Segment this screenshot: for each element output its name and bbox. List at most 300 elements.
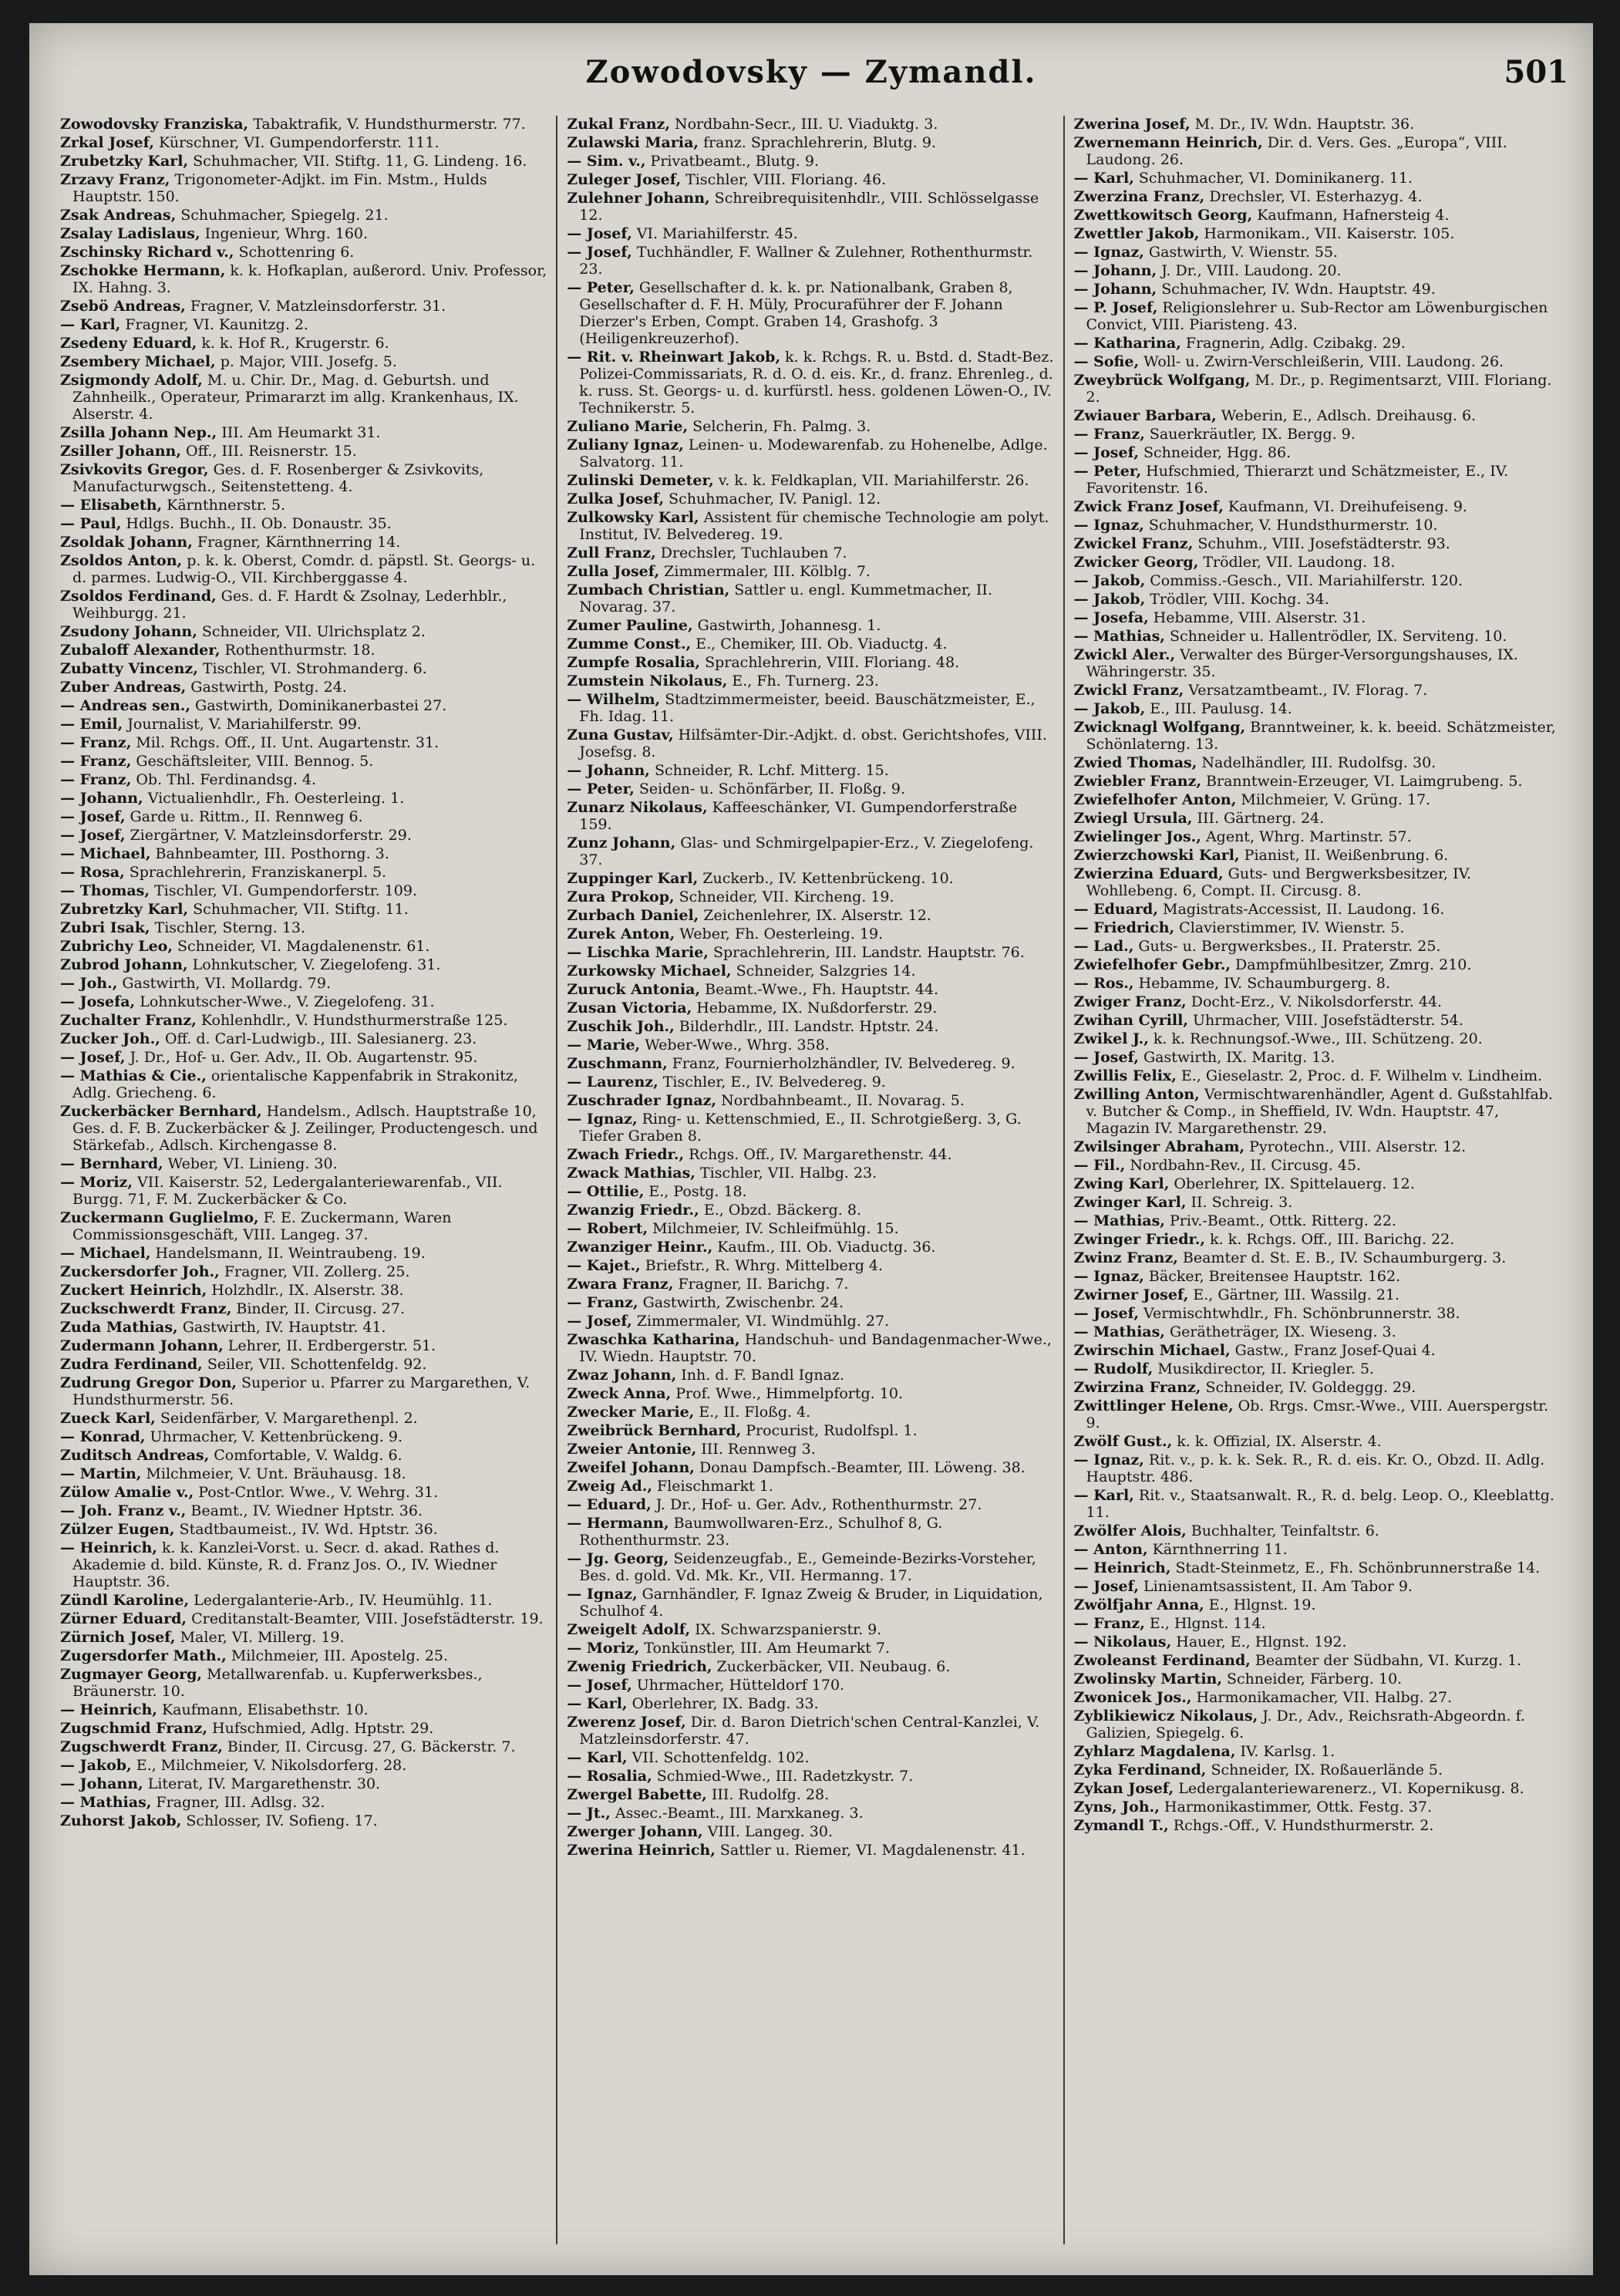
directory-entry <box>1074 444 1562 461</box>
entry-details: Weber-Wwe., Whrg. 358. <box>640 1037 830 1054</box>
directory-entry <box>1074 919 1562 936</box>
entry-details: Zimmermaler, VI. Windmühlg. 27. <box>631 1313 890 1330</box>
directory-entry <box>1074 1194 1562 1211</box>
entry-name: — Michael, <box>60 845 151 862</box>
entry-name: Zwenig Friedrich, <box>567 1658 712 1675</box>
entry-details: Gastw., Franz Josef-Quai 4. <box>1230 1342 1436 1359</box>
entry-details: J. Dr., Hof- u. Ger. Adv., II. Ob. Augartenstr. 95. <box>125 1049 478 1066</box>
entry-name: Zsigmondy Adolf, <box>60 372 203 389</box>
entry-name: Zwiebler Franz, <box>1073 773 1201 790</box>
entry-name: — Mathias, <box>1073 1323 1165 1340</box>
entry-name: Zwolinsky Martin, <box>1073 1671 1222 1687</box>
entry-details: Seiler, VII. Schottenfeldg. 92. <box>202 1356 427 1373</box>
directory-entry <box>567 1658 1053 1675</box>
entry-details: Tischler, E., IV. Belvedereg. 9. <box>658 1074 886 1091</box>
entry-name: — Franz, <box>1073 1615 1145 1632</box>
entry-name: Zwölfer Alois, <box>1073 1522 1187 1539</box>
entry-name: — Jakob, <box>1073 700 1146 717</box>
entry-name: Zuhorst Jakob, <box>60 1812 182 1829</box>
entry-details: Guts- u. Bergwerksbes., II. Praterstr. 25. <box>1133 938 1441 955</box>
entry-details: Beamter d. St. E. B., IV. Schaumburgerg. 3. <box>1177 1249 1507 1266</box>
entry-name: Zwaschka Katharina, <box>567 1331 740 1348</box>
directory-entry <box>1074 1743 1562 1760</box>
entry-name: Zuruck Antonia, <box>567 981 701 998</box>
directory-entry <box>567 349 1053 416</box>
directory-entry <box>1074 791 1562 808</box>
directory-entry <box>1074 1249 1562 1266</box>
entry-details: Post-Cntlor. Wwe., V. Wehrg. 31. <box>194 1484 439 1501</box>
column-left <box>51 116 557 2244</box>
entry-name: Zwick Franz Josef, <box>1073 498 1224 515</box>
entry-details: Maler, VI. Millerg. 19. <box>175 1629 345 1646</box>
entry-name: — P. Josef, <box>1073 299 1158 316</box>
entry-details: Schuhmacher, VII. Stiftg. 11, G. Lindeng. 16. <box>188 153 527 170</box>
directory-entry <box>1074 1671 1562 1687</box>
directory-entry <box>1074 1030 1562 1047</box>
directory-entry <box>60 1610 547 1627</box>
entry-details: Dampfmühlbesitzer, Zmrg. 210. <box>1231 956 1472 973</box>
directory-entry <box>1074 628 1562 645</box>
entry-name: Zsoldak Johann, <box>60 534 193 551</box>
directory-entry <box>60 552 547 586</box>
directory-entry <box>1074 1652 1562 1669</box>
entry-details: E., Hlgnst. 19. <box>1204 1596 1316 1613</box>
entry-details: Schneider, Hgg. 86. <box>1138 444 1292 461</box>
directory-entry <box>60 335 547 352</box>
directory-entry <box>60 1447 547 1464</box>
directory-entry <box>1074 956 1562 973</box>
directory-entry <box>567 190 1053 224</box>
entry-details: Schneider, R. Lchf. Mitterg. 15. <box>649 762 889 779</box>
entry-details: E., Milchmeier, V. Nikolsdorferg. 28. <box>131 1757 407 1774</box>
entry-name: — Franz, <box>60 734 132 751</box>
entry-name: Zurkowsky Michael, <box>567 963 732 979</box>
entry-details: Victualienhdlr., Fh. Oesterleing. 1. <box>143 790 405 807</box>
entry-details: Assec.-Beamt., III. Marxkaneg. 3. <box>610 1805 864 1822</box>
entry-details: k. k. Rechnungsof.-Wwe., III. Schützeng. 20. <box>1148 1030 1483 1047</box>
directory-entry <box>60 919 547 936</box>
entry-name: — Martin, <box>60 1465 142 1482</box>
directory-entry <box>60 1521 547 1538</box>
directory-entry <box>1074 1305 1562 1322</box>
directory-entry <box>1074 1360 1562 1377</box>
entry-details: Hdlgs. Buchh., II. Ob. Donaustr. 35. <box>121 515 392 532</box>
entry-name: Zweybrück Wolfgang, <box>1073 372 1251 389</box>
entry-details: III. Rennweg 3. <box>696 1441 816 1458</box>
entry-details: Franz, Fournierholzhändler, IV. Belvedereg. 9. <box>667 1055 1015 1072</box>
entry-name: Zwicker Georg, <box>1073 554 1199 571</box>
entry-details: Hilfsämter-Dir.-Adjkt. d. obst. Gerichtshofes, VIII. Josefsg. 8. <box>579 727 1047 760</box>
entry-name: — Johann, <box>1073 262 1157 279</box>
entry-name: — Franz, <box>1073 426 1145 443</box>
directory-entry <box>60 1374 547 1408</box>
directory-entry <box>60 1592 547 1609</box>
entry-details: Handschuh- und Bandagenmacher-Wwe., IV. Wiedn. Hauptstr. 70. <box>579 1331 1052 1365</box>
entry-name: — Ottilie, <box>567 1183 645 1200</box>
entry-name: Zsebö Andreas, <box>60 298 186 315</box>
entry-details: Schuhmacher, Spiegelg. 21. <box>176 207 389 224</box>
entry-name: — Konrad, <box>60 1428 146 1445</box>
entry-details: Ingenieur, Whrg. 160. <box>200 225 369 242</box>
entry-details: Procurist, Rudolfspl. 1. <box>741 1422 918 1439</box>
entry-name: Zugmayer Georg, <box>60 1666 203 1683</box>
entry-details: Ges. d. F. Hardt & Zsolnay, Lederhblr., Weihburgg. 21. <box>72 588 507 622</box>
entry-name: — Ignaz, <box>1073 244 1144 261</box>
entry-details: Schneider u. Hallentrödler, IX. Serviteng. 10. <box>1164 628 1507 645</box>
directory-entry <box>1074 1817 1562 1834</box>
directory-entry <box>60 938 547 955</box>
entry-details: Clavierstimmer, IV. Wienstr. 5. <box>1174 919 1405 936</box>
entry-name: Zweifel Johann, <box>567 1459 695 1476</box>
entry-details: Lohnkutscher-Wwe., V. Ziegelofeng. 31. <box>135 993 435 1010</box>
entry-name: Zusan Victoria, <box>567 1000 692 1017</box>
directory-entry <box>1074 1522 1562 1539</box>
directory-entry <box>567 1515 1053 1549</box>
entry-name: — Josef, <box>567 244 632 261</box>
entry-details: Seidenfärber, V. Margarethenpl. 2. <box>155 1410 418 1427</box>
directory-entry <box>60 642 547 659</box>
directory-entry <box>1074 773 1562 790</box>
entry-details: Tonkünstler, III. Am Heumarkt 7. <box>639 1640 891 1657</box>
entry-name: — Josef, <box>567 225 632 242</box>
entry-details: Briefstr., R. Whrg. Mittelberg 4. <box>640 1257 884 1274</box>
directory-entry <box>1074 1596 1562 1613</box>
entry-name: Zürnich Josef, <box>60 1629 176 1646</box>
directory-entry <box>567 636 1053 652</box>
directory-entry <box>60 1502 547 1519</box>
entry-name: — Rit. v. Rheinwart Jakob, <box>567 349 781 366</box>
entry-name: Zykan Josef, <box>1073 1780 1174 1797</box>
entry-details: Kohlenhdlr., V. Hundsthurmerstraße 125. <box>196 1012 508 1029</box>
entry-name: Zugschmid Franz, <box>60 1720 207 1737</box>
entry-details: Creditanstalt-Beamter, VIII. Josefstädterstr. 19. <box>187 1610 544 1627</box>
directory-entry <box>1074 1397 1562 1431</box>
scanned-page <box>29 23 1593 2275</box>
directory-entry <box>1074 299 1562 333</box>
entry-details: Assistent für chemische Technologie am polyt. Institut, IV. Belvedereg. 19. <box>579 509 1049 543</box>
directory-entry <box>1074 1799 1562 1816</box>
entry-name: — Joh. Franz v., <box>60 1502 187 1519</box>
entry-name: — Mathias, <box>1073 1212 1165 1229</box>
directory-entry <box>1074 262 1562 279</box>
entry-name: — Elisabeth, <box>60 497 163 514</box>
entry-details: Woll- u. Zwirn-Verschleißerin, VIII. Laudong. 26. <box>1139 353 1504 370</box>
entry-details: Schuhmacher, IV. Panigl. 12. <box>664 491 881 507</box>
entry-name: Zwielinger Jos., <box>1073 828 1201 845</box>
entry-details: Tischler, VI. Strohmanderg. 6. <box>197 660 427 677</box>
entry-name: Zuschik Joh., <box>567 1018 675 1035</box>
entry-name: — Eduard, <box>1073 901 1158 918</box>
directory-entry <box>1074 810 1562 827</box>
entry-name: Zymandl T., <box>1073 1817 1169 1834</box>
directory-entry <box>1074 225 1562 242</box>
entry-name: — Marie, <box>567 1037 641 1054</box>
entry-name: — Johann, <box>1073 281 1157 298</box>
entry-name: Zsoldos Anton, <box>60 552 183 569</box>
entry-name: — Jakob, <box>1073 572 1146 589</box>
entry-name: Zukal Franz, <box>567 116 670 133</box>
entry-name: Zürner Eduard, <box>60 1610 187 1627</box>
entry-name: — Johann, <box>60 1775 143 1792</box>
entry-details: Seiden- u. Schönfärber, II. Floßg. 9. <box>634 781 905 797</box>
entry-name: — Katharina, <box>1073 335 1181 352</box>
directory-entry <box>60 1647 547 1664</box>
directory-entry <box>567 1165 1053 1182</box>
directory-entry <box>567 1055 1053 1072</box>
entry-name: Zudrung Gregor Don, <box>60 1374 237 1391</box>
entry-details: Schneider, VII. Ulrichsplatz 2. <box>197 623 426 640</box>
directory-entry <box>1074 1086 1562 1137</box>
directory-entry <box>60 734 547 751</box>
entry-details: orientalische Kappenfabrik in Strakonitz, Adlg. Griecheng. 6. <box>72 1067 518 1101</box>
entry-name: Zsak Andreas, <box>60 207 177 224</box>
entry-name: — Franz, <box>60 771 132 788</box>
entry-name: Zuleger Josef, <box>567 171 682 188</box>
directory-entry <box>60 1245 547 1262</box>
directory-entry <box>60 1300 547 1317</box>
entry-name: Zwölf Gust., <box>1073 1433 1173 1450</box>
directory-entry <box>1074 1559 1562 1576</box>
entry-details: Sprachlehrerin, VIII. Floriang. 48. <box>700 654 960 671</box>
entry-details: Rchgs.-Off., V. Hundsthurmerstr. 2. <box>1168 1817 1434 1834</box>
entry-details: Versatzamtbeamt., IV. Florag. 7. <box>1184 682 1428 699</box>
entry-name: Zsiller Johann, <box>60 443 181 460</box>
entry-name: Zwied Thomas, <box>1073 754 1197 771</box>
entry-details: Schneider, Färberg. 10. <box>1221 1671 1403 1687</box>
entry-name: Zulkowsky Karl, <box>567 509 699 526</box>
entry-details: Trödler, VIII. Kochg. 34. <box>1145 591 1329 608</box>
entry-details: Prof. Wwe., Himmelpfortg. 10. <box>671 1385 903 1402</box>
entry-details: Gesellschafter d. k. k. pr. Nationalbank, Graben 8, Gesellschafter d. F. H. Müly, Procuraführer der F. Johann Dierzer's Erben, Compt. Graben 14, Grashofg. 3 (Heiligenkreuzerhof). <box>579 279 1013 347</box>
entry-name: Zschokke Hermann, <box>60 262 226 279</box>
directory-entry <box>567 1422 1053 1439</box>
directory-entry <box>567 279 1053 347</box>
directory-entry <box>567 1478 1053 1495</box>
directory-entry <box>60 171 547 205</box>
entry-details: Drechsler, Tuchlauben 7. <box>655 544 847 561</box>
directory-entry <box>1074 517 1562 534</box>
directory-entry <box>60 1030 547 1047</box>
directory-entry <box>60 588 547 622</box>
directory-entry <box>1074 535 1562 552</box>
entry-details: Harmonikastimmer, Ottk. Festg. 37. <box>1159 1799 1433 1816</box>
directory-entry <box>567 1000 1053 1017</box>
entry-details: Ob. Rrgs. Cmsr.-Wwe., VIII. Auerspergstr. 9. <box>1086 1397 1549 1431</box>
entry-name: Zweier Antonie, <box>567 1441 697 1458</box>
directory-entry <box>1074 463 1562 497</box>
entry-name: Zwölfjahr Anna, <box>1073 1596 1204 1613</box>
entry-details: Tuchhändler, F. Wallner & Zulehner, Rothenthurmstr. 23. <box>579 244 1033 278</box>
entry-details: Glas- und Schmirgelpapier-Erz., V. Ziegelofeng. 37. <box>579 834 1034 868</box>
directory-entry <box>60 1263 547 1280</box>
entry-details: Sattler u. engl. Kummetmacher, II. Novarag. 37. <box>579 582 992 615</box>
directory-entry <box>567 1768 1053 1785</box>
entry-name: — Emil, <box>60 716 123 733</box>
running-head: Zowodovsky — Zymandl. <box>585 54 1037 90</box>
entry-details: Trödler, VII. Laudong. 18. <box>1198 554 1396 571</box>
entry-name: Zweibrück Bernhard, <box>567 1422 742 1439</box>
directory-entry <box>60 353 547 370</box>
entry-name: — Peter, <box>567 781 635 797</box>
directory-entry <box>567 799 1053 833</box>
entry-name: Zuliany Ignaz, <box>567 437 684 453</box>
entry-details: J. Dr., Adv., Reichsrath-Abgeordn. f. Galizien, Spiegelg. 6. <box>1086 1708 1525 1741</box>
directory-entry <box>1074 572 1562 589</box>
entry-details: Gastwirth, Zwischenbr. 24. <box>638 1294 844 1311</box>
directory-entry <box>60 1666 547 1700</box>
directory-entry <box>567 1385 1053 1402</box>
entry-details: Tischler, Sterng. 13. <box>150 919 305 936</box>
directory-entry <box>567 1183 1053 1200</box>
directory-entry <box>60 716 547 733</box>
entry-details: Stadt-Steinmetz, E., Fh. Schönbrunnerstraße 14. <box>1170 1559 1541 1576</box>
entry-details: III. Rudolfg. 28. <box>706 1786 830 1803</box>
directory-entry <box>567 762 1053 779</box>
directory-entry <box>567 225 1053 242</box>
directory-entry <box>567 1586 1053 1620</box>
entry-details: Schneider, IX. Roßauerlände 5. <box>1206 1762 1443 1778</box>
directory-entry <box>60 1775 547 1792</box>
directory-entry <box>567 1805 1053 1822</box>
entry-details: Nordbahn-Secr., III. U. Viaduktg. 3. <box>669 116 938 133</box>
directory-entry <box>567 1074 1053 1091</box>
directory-entry <box>567 1202 1053 1219</box>
entry-details: Oberlehrer, IX. Badg. 33. <box>627 1695 819 1712</box>
entry-details: Rothenthurmstr. 18. <box>220 642 376 659</box>
entry-details: II. Schreig. 3. <box>1186 1194 1293 1211</box>
directory-entry <box>60 443 547 460</box>
directory-entry <box>567 1695 1053 1712</box>
entry-details: franz. Sprachlehrerin, Blutg. 9. <box>699 134 936 151</box>
entry-details: Kaffeeschänker, VI. Gumpendorferstraße 159. <box>579 799 1018 833</box>
entry-details: Nordbahnbeamt., II. Novarag. 5. <box>716 1092 965 1109</box>
entry-details: Binder, II. Circusg. 27, G. Bäckerstr. 7. <box>222 1738 516 1755</box>
entry-name: Zubaloff Alexander, <box>60 642 221 659</box>
entry-details: Vermischtwhdlr., Fh. Schönbrunnerstr. 38. <box>1138 1305 1460 1322</box>
entry-details: Commiss.-Gesch., VII. Mariahilferstr. 120. <box>1145 572 1463 589</box>
entry-name: — Michael, <box>60 1245 151 1262</box>
entry-details: Agent, Whrg. Martinstr. 57. <box>1201 828 1412 845</box>
entry-details: Ziergärtner, V. Matzleinsdorferstr. 29. <box>125 827 412 844</box>
entry-name: Zwicknagl Wolfgang, <box>1073 719 1246 736</box>
entry-name: Zweig Ad., <box>567 1478 652 1495</box>
directory-entry <box>60 1337 547 1354</box>
directory-entry <box>1074 1615 1562 1632</box>
entry-details: Schmied-Wwe., III. Radetzkystr. 7. <box>652 1768 914 1785</box>
entry-name: — Rosa, <box>60 864 125 881</box>
directory-entry <box>1074 554 1562 571</box>
entry-details: Ledergalanterie-Arb., IV. Heumühlg. 11. <box>189 1592 493 1609</box>
directory-entry <box>1074 828 1562 845</box>
entry-name: Zumstein Nikolaus, <box>567 673 728 689</box>
entry-details: Lohnkutscher, V. Ziegelofeng. 31. <box>187 956 441 973</box>
directory-entry <box>60 697 547 714</box>
entry-details: E., III. Paulusg. 14. <box>1145 700 1292 717</box>
directory-entry <box>60 134 547 151</box>
entry-name: Zweigelt Adolf, <box>567 1621 691 1638</box>
entry-details: F. E. Zuckermann, Waren Commissionsgeschäft, VIII. Langeg. 37. <box>72 1209 452 1243</box>
entry-details: Ges. d. F. Rosenberger & Zsivkovits, Manufacturwgsch., Seitenstetteng. 4. <box>72 461 484 495</box>
entry-details: Guts- und Bergwerksbesitzer, IV. Wohllebeng. 6, Compt. II. Circusg. 8. <box>1086 865 1472 899</box>
entry-details: J. Dr., VIII. Laudong. 20. <box>1157 262 1342 279</box>
entry-details: Ob. Thl. Ferdinandsg. 4. <box>131 771 317 788</box>
directory-entry <box>567 1092 1053 1109</box>
entry-name: Zwiegl Ursula, <box>1073 810 1193 827</box>
entry-name: Zwihan Cyrill, <box>1073 1012 1188 1029</box>
entry-details: Harmonikamacher, VII. Halbg. 27. <box>1191 1689 1453 1706</box>
directory-entry <box>567 925 1053 942</box>
entry-details: p. k. k. Oberst, Comdr. d. päpstl. St. Georgs- u. d. parmes. Ludwig-O., VII. Kirchberggasse 4. <box>72 552 536 586</box>
entry-details: Hebamme, IX. Nußdorferstr. 29. <box>692 1000 938 1017</box>
entry-details: Gastwirth, IX. Maritg. 13. <box>1138 1049 1335 1066</box>
entry-details: Off. d. Carl-Ludwigb., III. Salesianerg. 23. <box>160 1030 477 1047</box>
directory-entry <box>1074 170 1562 187</box>
directory-entry <box>60 116 547 133</box>
entry-name: Zyns, Joh., <box>1073 1799 1160 1816</box>
entry-name: Zwickl Aler., <box>1073 646 1176 663</box>
directory-entry <box>60 225 547 242</box>
directory-entry <box>60 1701 547 1718</box>
directory-entry <box>1074 1451 1562 1485</box>
directory-entry <box>60 1356 547 1373</box>
entry-name: — Johann, <box>60 790 143 807</box>
entry-details: Handelsmann, II. Weintraubeng. 19. <box>150 1245 426 1262</box>
entry-name: Zyhlarz Magdalena, <box>1073 1743 1236 1760</box>
entry-name: Zsembery Michael, <box>60 353 216 370</box>
entry-name: Zwickl Franz, <box>1073 682 1184 699</box>
directory-entry <box>1074 993 1562 1010</box>
entry-name: — Franz, <box>567 1294 638 1311</box>
entry-details: Baumwollwaren-Erz., Schulhof 8, G. Rothenthurmstr. 23. <box>579 1515 943 1549</box>
directory-entry <box>60 497 547 514</box>
entry-name: Zwilsinger Abraham, <box>1073 1138 1245 1155</box>
directory-entry <box>60 993 547 1010</box>
entry-name: — Josef, <box>567 1313 632 1330</box>
entry-details: Seidenzeugfab., E., Gemeinde-Bezirks-Vorsteher, Bes. d. gold. Vd. Mk. Kr., VII. Hermanng. 17. <box>579 1550 1036 1584</box>
entry-details: k. k. Hof R., Krugerstr. 6. <box>197 335 389 352</box>
directory-entry <box>1074 1012 1562 1029</box>
directory-entry <box>567 888 1053 905</box>
directory-entry <box>567 472 1053 489</box>
entry-name: Zsalay Ladislaus, <box>60 225 200 242</box>
directory-entry <box>60 1174 547 1208</box>
directory-entry <box>1074 1286 1562 1303</box>
entry-details: VI. Mariahilferstr. 45. <box>631 225 798 242</box>
directory-entry <box>1074 646 1562 680</box>
entry-details: E., Gärtner, III. Wassilg. 21. <box>1188 1286 1400 1303</box>
directory-entry <box>1074 498 1562 515</box>
entry-details: Holzhdlr., IX. Alserstr. 38. <box>207 1282 404 1299</box>
entry-name: Zubri Isak, <box>60 919 150 936</box>
entry-details: Priv.-Beamt., Ottk. Ritterg. 22. <box>1164 1212 1397 1229</box>
entry-details: Schuhmacher, VI. Dominikanerg. 11. <box>1133 170 1413 187</box>
entry-name: Zucker Joh., <box>60 1030 160 1047</box>
directory-entry <box>567 963 1053 979</box>
entry-name: — Ignaz, <box>1073 1451 1144 1468</box>
entry-name: Zwillis Felix, <box>1073 1067 1177 1084</box>
entry-details: IX. Schwarzspanierstr. 9. <box>690 1621 882 1638</box>
entry-name: — Kajet., <box>567 1257 641 1274</box>
directory-entry <box>567 981 1053 998</box>
directory-entry <box>60 1484 547 1501</box>
entry-details: Schneider, Salzgries 14. <box>731 963 916 979</box>
entry-name: Zwerenz Josef, <box>567 1714 686 1731</box>
entry-details: Rit. v., p. k. k. Sek. R., R. d. eis. Kr. O., Obzd. II. Adlg. Hauptstr. 486. <box>1086 1451 1545 1485</box>
entry-details: Journalist, V. Mariahilferstr. 99. <box>123 716 362 733</box>
entry-details: E., Hlgnst. 114. <box>1144 1615 1266 1632</box>
entry-name: Zuckerbäcker Bernhard, <box>60 1103 262 1120</box>
entry-name: Zubretzky Karl, <box>60 901 189 918</box>
